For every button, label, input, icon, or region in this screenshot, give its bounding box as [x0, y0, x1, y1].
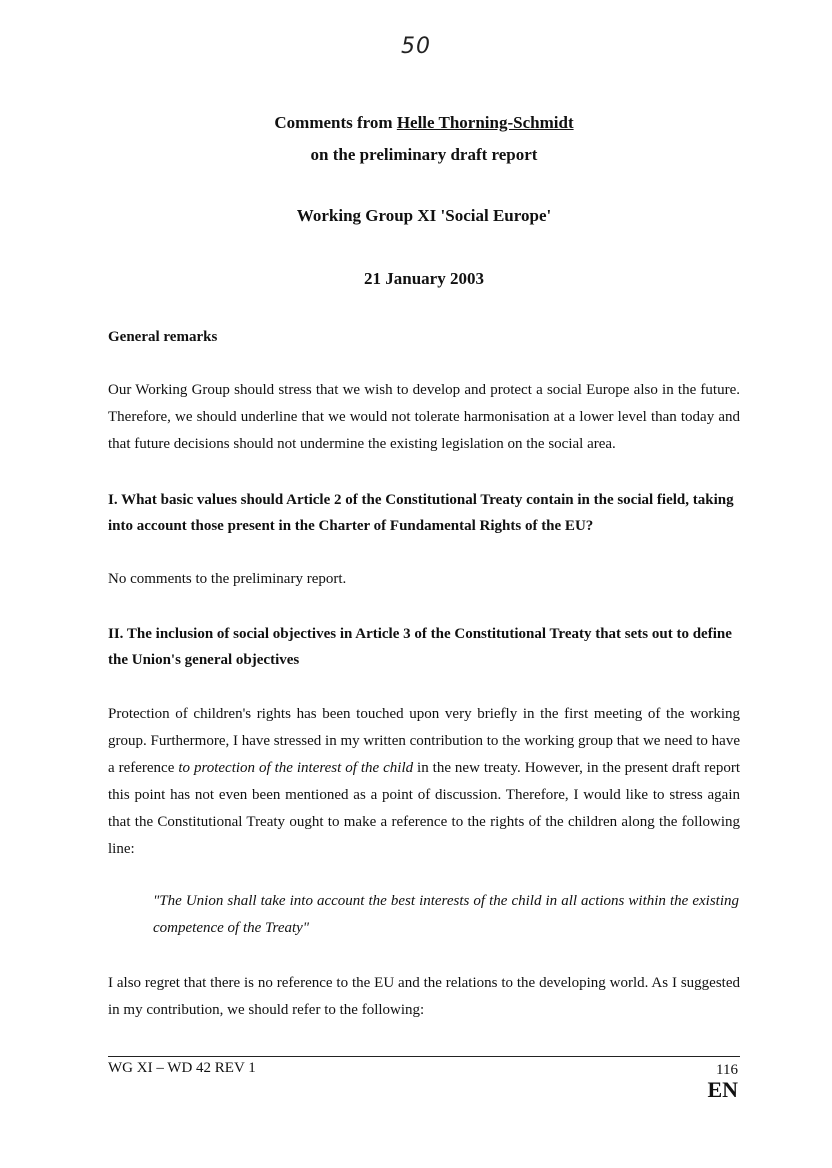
document-date: 21 January 2003: [364, 269, 484, 288]
section-2-body-closing: I also regret that there is no reference to the EU and the relations to the developing world. As I suggested in my contribution, we should refer to the following:: [108, 975, 740, 1018]
general-remarks-body: Our Working Group should stress that we wish to develop and protect a social Europe also in the future. Therefore, we should underline that we would not tolerate harmonisation at a lower level than today and that future decisions should not undermine the existing legislation on the social area.: [108, 382, 740, 452]
footer-page-number: 116: [716, 1062, 738, 1078]
section-2-body-part1: Protection of children's rights has been touched upon very briefly in the first meeting of the working group. Furthermore, I have stressed in my written contribution to the working group that we need to have a reference: [108, 706, 740, 776]
author-name: Helle Thorning-Schmidt: [396, 113, 574, 132]
section-2-heading: II. The inclusion of social objectives in Article 3 of the Constitutional Treaty that sets out to define the Union's general objectives: [108, 626, 732, 668]
section-1-body: No comments to the preliminary report.: [108, 571, 347, 587]
title-line: [0, 113, 832, 133]
title-subline: on the preliminary draft report: [310, 145, 538, 164]
section-2-body-part2: in the new treaty. However, in the present draft report this point has not even been mentioned as a point of discussion. Therefore, I would like to stress again that the Constitutional Treaty ought to make a reference to the rights of the children along the following line:: [108, 760, 741, 857]
general-remarks-heading: General remarks: [108, 329, 218, 345]
footer-divider: [108, 1056, 740, 1057]
section-2-body: [108, 701, 740, 863]
handwritten-page-number: 50: [401, 34, 431, 59]
treaty-quote: "The Union shall take into account the best interests of the child in all actions within the existing competence of the Treaty": [153, 893, 739, 936]
working-group-title: Working Group XI 'Social Europe': [296, 206, 552, 225]
footer-language-code: EN: [707, 1077, 738, 1102]
footer-doc-reference: WG XI – WD 42 REV 1: [108, 1060, 256, 1076]
title-prefix: Comments from: [274, 113, 397, 132]
section-2-body-emphasis: to protection of the interest of the child: [178, 760, 414, 776]
section-1-heading: I. What basic values should Article 2 of the Constitutional Treaty contain in the social field, taking into account those present in the Charter of Fundamental Rights of the EU?: [108, 492, 734, 534]
